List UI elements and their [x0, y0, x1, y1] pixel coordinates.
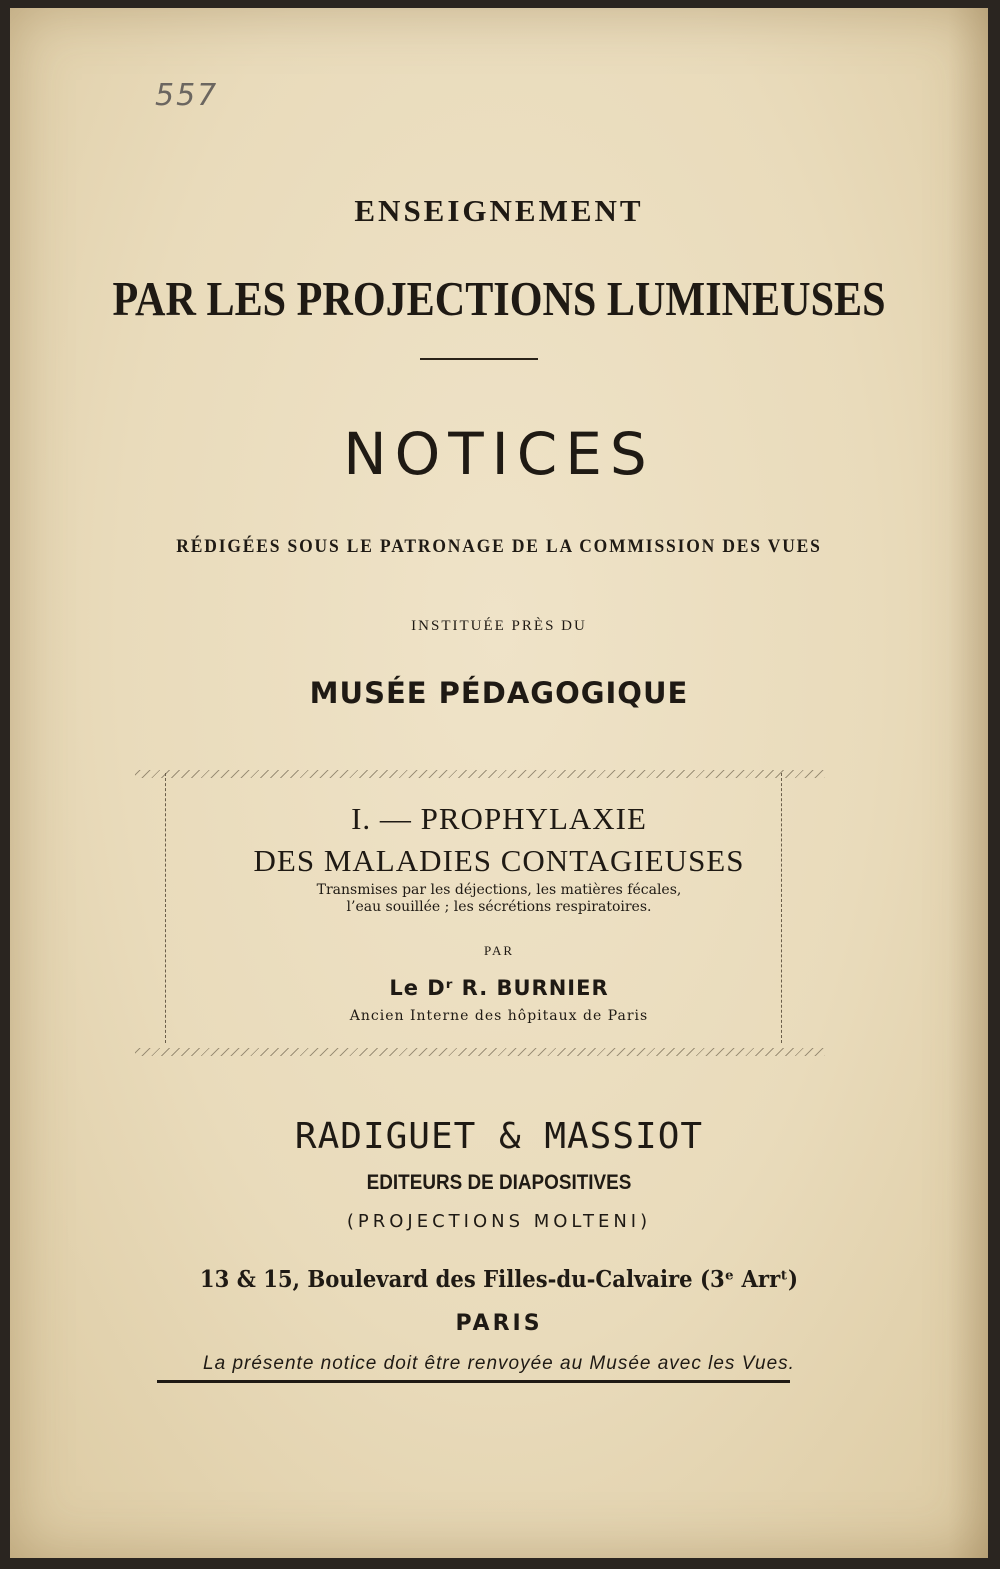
- label-title-1: I. — PROPHYLAXIE: [351, 801, 647, 836]
- header-line-1: ENSEIGNEMENT: [354, 193, 644, 228]
- publisher-address: 13 & 15, Boulevard des Filles-du-Calvaire (3ᵉ Arrᵗ): [199, 1266, 799, 1293]
- footer-note: La présente notice doit être renvoyée au Musée avec les Vues.: [203, 1353, 795, 1374]
- subtitle-line-2: INSTITUÉE PRÈS DU: [411, 618, 587, 634]
- label-description-line-2: l’eau souillée ; les sécrétions respiratoires.: [346, 899, 652, 915]
- publisher-brand: (PROJECTIONS MOLTENI): [346, 1211, 652, 1232]
- label-description-line-1: Transmises par les déjections, les matières fécales,: [316, 882, 682, 898]
- author-title: Ancien Interne des hôpitaux de Paris: [349, 1008, 649, 1024]
- author-name: Le Dʳ R. BURNIER: [389, 976, 609, 1000]
- publisher-name: RADIGUET & MASSIOT: [294, 1116, 704, 1157]
- label-border-bottom: [135, 1048, 825, 1056]
- label-by: PAR: [483, 943, 515, 958]
- label-description: [10, 882, 988, 916]
- page-title: NOTICES: [343, 420, 655, 488]
- subtitle-line-3: MUSÉE PÉDAGOGIQUE: [309, 676, 689, 710]
- label-title-2: DES MALADIES CONTAGIEUSES: [253, 843, 745, 878]
- divider: [420, 358, 538, 360]
- publisher-role: EDITEURS DE DIAPOSITIVES: [366, 1171, 632, 1194]
- publisher-city: PARIS: [455, 1311, 543, 1336]
- document-page: [10, 8, 988, 1558]
- subtitle-line-1: RÉDIGÉES SOUS LE PATRONAGE DE LA COMMISSION DES VUES: [176, 536, 822, 557]
- handwritten-annotation: 557: [155, 78, 219, 113]
- header-line-2: PAR LES PROJECTIONS LUMINEUSES: [112, 271, 886, 326]
- footer-rule: [157, 1380, 790, 1383]
